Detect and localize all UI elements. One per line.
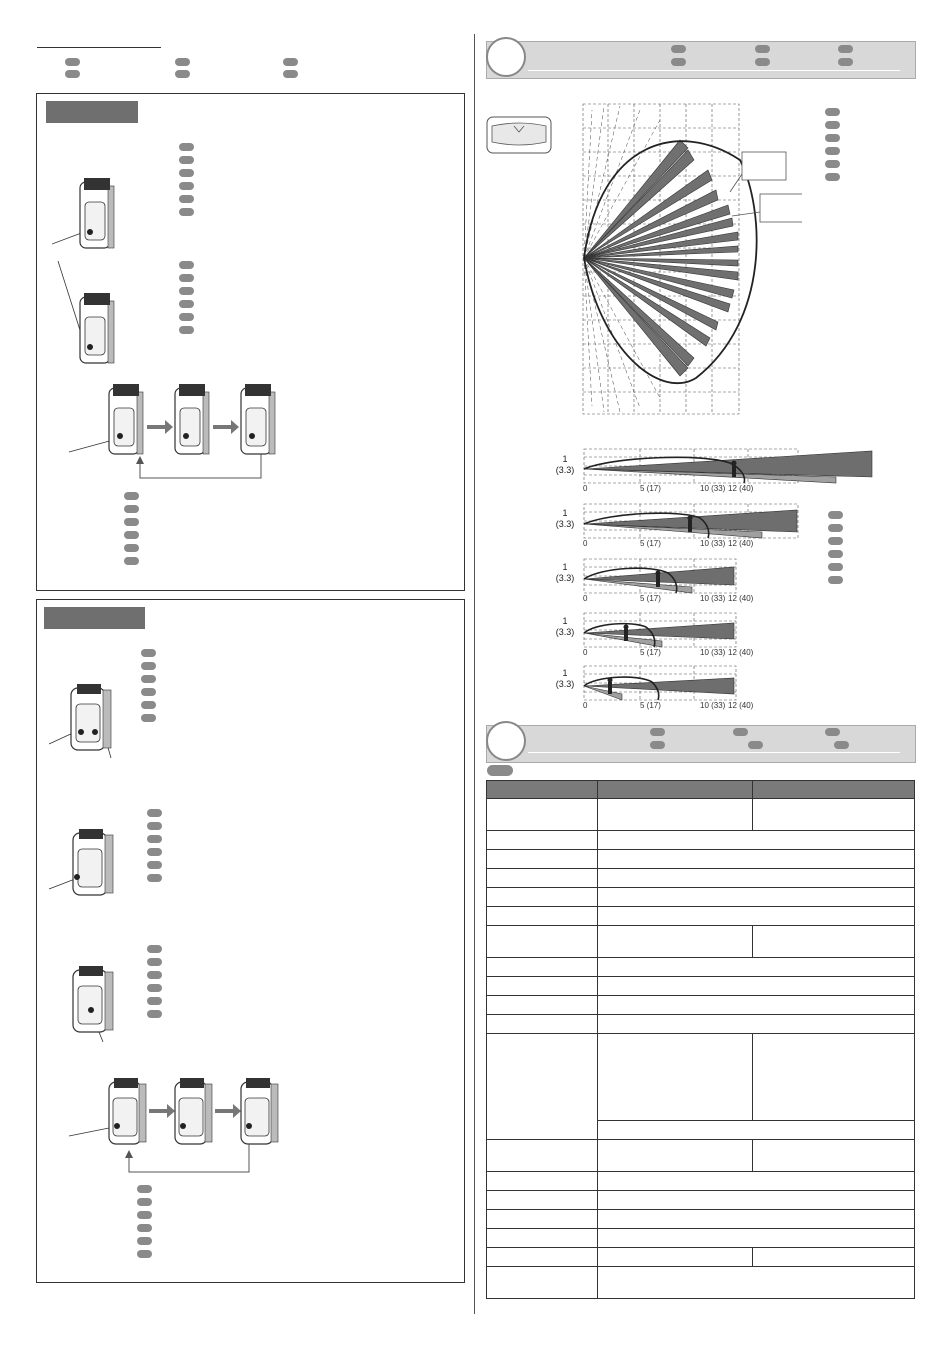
section-number-circle xyxy=(486,37,526,77)
lang-pill xyxy=(141,662,156,670)
top-view-detection-pattern xyxy=(580,100,802,418)
lang-pill xyxy=(671,45,686,53)
table-row xyxy=(487,831,915,850)
x-tick-label: 10 (33) xyxy=(700,484,726,493)
section-header-underline xyxy=(528,752,900,753)
table-row xyxy=(487,977,915,996)
lang-pill xyxy=(141,701,156,709)
table-row xyxy=(487,799,915,831)
lang-pill xyxy=(834,741,849,749)
panel-tag xyxy=(44,607,145,629)
table-row xyxy=(487,1267,915,1299)
y-label-meters: 1 xyxy=(562,668,568,678)
lang-pill xyxy=(828,524,843,532)
lang-pill xyxy=(650,728,665,736)
lang-pill xyxy=(141,675,156,683)
lang-pill xyxy=(124,544,139,552)
table-row xyxy=(487,869,915,888)
lang-pill xyxy=(147,835,162,843)
y-label-feet: (3.3) xyxy=(555,573,575,583)
x-tick-label: 12 (40) xyxy=(728,594,754,603)
lang-pill xyxy=(141,649,156,657)
detector-illustration xyxy=(52,174,152,264)
lens-icon xyxy=(486,116,552,154)
x-tick-label: 0 xyxy=(583,648,588,657)
table-row xyxy=(487,1248,915,1267)
lang-pill xyxy=(137,1185,152,1193)
panel-mode-1 xyxy=(36,93,465,591)
side-view-y-label xyxy=(552,562,578,584)
lang-pill xyxy=(65,58,80,66)
lang-pill xyxy=(147,861,162,869)
section-header-bar xyxy=(486,725,916,763)
table-row xyxy=(487,1172,915,1191)
lang-pill xyxy=(733,728,748,736)
x-tick-label: 5 (17) xyxy=(640,484,661,493)
x-tick-label: 5 (17) xyxy=(640,648,661,657)
lang-pill xyxy=(179,182,194,190)
x-tick-label: 12 (40) xyxy=(728,701,754,710)
table-row xyxy=(487,958,915,977)
table-row xyxy=(487,850,915,869)
lang-pill xyxy=(828,550,843,558)
detector-illustration xyxy=(47,962,147,1052)
side-view-y-label xyxy=(552,454,578,476)
lang-pill xyxy=(147,809,162,817)
lang-pill xyxy=(825,108,840,116)
lang-pill xyxy=(825,173,840,181)
lang-pill xyxy=(650,741,665,749)
lang-pill xyxy=(147,971,162,979)
x-tick-label: 0 xyxy=(583,539,588,548)
lang-pill xyxy=(828,563,843,571)
x-tick-label: 0 xyxy=(583,701,588,710)
lang-pill xyxy=(124,492,139,500)
lang-pill xyxy=(179,143,194,151)
side-view-y-label xyxy=(552,668,578,690)
lang-pill xyxy=(179,287,194,295)
table-row xyxy=(487,926,915,958)
x-tick-label: 12 (40) xyxy=(728,648,754,657)
lang-pill xyxy=(755,45,770,53)
table-row xyxy=(487,1229,915,1248)
lang-pill xyxy=(179,208,194,216)
table-header-row xyxy=(487,781,915,799)
lang-pill xyxy=(65,70,80,78)
lang-pill xyxy=(137,1224,152,1232)
lang-pill xyxy=(137,1250,152,1258)
x-tick-label: 5 (17) xyxy=(640,701,661,710)
table-row xyxy=(487,1015,915,1034)
table-row xyxy=(487,1140,915,1172)
led-sequence-diagram xyxy=(65,1074,315,1184)
x-tick-label: 0 xyxy=(583,594,588,603)
table-row xyxy=(487,1191,915,1210)
lang-pill xyxy=(838,45,853,53)
lang-pill xyxy=(124,505,139,513)
lang-pill xyxy=(147,945,162,953)
lang-pill xyxy=(124,557,139,565)
x-tick-label: 10 (33) xyxy=(700,648,726,657)
side-view-pattern xyxy=(582,611,742,649)
lang-pill xyxy=(147,822,162,830)
lang-pill xyxy=(179,261,194,269)
x-tick-label: 12 (40) xyxy=(728,539,754,548)
x-tick-label: 12 (40) xyxy=(728,484,754,493)
lang-pill xyxy=(179,195,194,203)
y-label-meters: 1 xyxy=(562,616,568,626)
side-view-y-label xyxy=(552,508,578,530)
lang-pill xyxy=(828,537,843,545)
x-tick-label: 5 (17) xyxy=(640,539,661,548)
y-label-feet: (3.3) xyxy=(555,519,575,529)
y-label-meters: 1 xyxy=(562,562,568,572)
x-tick-label: 5 (17) xyxy=(640,594,661,603)
lang-pill xyxy=(124,531,139,539)
lang-pill xyxy=(137,1198,152,1206)
lang-pill xyxy=(137,1237,152,1245)
lang-pill xyxy=(179,274,194,282)
lang-pill xyxy=(825,160,840,168)
lang-pill xyxy=(124,518,139,526)
lang-pill xyxy=(283,70,298,78)
lang-pill xyxy=(175,70,190,78)
y-label-meters: 1 xyxy=(562,508,568,518)
lang-pill xyxy=(147,984,162,992)
x-tick-label: 10 (33) xyxy=(700,594,726,603)
lang-pill xyxy=(283,58,298,66)
lang-pill xyxy=(755,58,770,66)
table-row xyxy=(487,1034,915,1121)
table-row xyxy=(487,1210,915,1229)
y-label-feet: (3.3) xyxy=(555,627,575,637)
x-tick-label: 10 (33) xyxy=(700,539,726,548)
detector-illustration xyxy=(47,680,147,770)
lang-pill xyxy=(175,58,190,66)
lang-pill xyxy=(179,326,194,334)
y-label-feet: (3.3) xyxy=(555,465,575,475)
lang-pill xyxy=(147,1010,162,1018)
y-label-feet: (3.3) xyxy=(555,679,575,689)
side-view-pattern xyxy=(582,447,874,485)
lang-pill xyxy=(825,134,840,142)
table-language-pill xyxy=(487,765,513,776)
lang-pill xyxy=(179,156,194,164)
section-header-underline xyxy=(528,70,900,71)
top-underline xyxy=(37,47,161,48)
x-tick-label: 10 (33) xyxy=(700,701,726,710)
x-tick-label: 0 xyxy=(583,484,588,493)
lang-pill xyxy=(147,848,162,856)
side-view-pattern xyxy=(582,502,802,540)
table-row xyxy=(487,907,915,926)
lang-pill xyxy=(179,313,194,321)
lang-pill xyxy=(147,997,162,1005)
lang-pill xyxy=(828,576,843,584)
detector-illustration xyxy=(47,825,147,915)
lang-pill xyxy=(825,728,840,736)
panel-mode-2 xyxy=(36,599,465,1283)
lang-pill xyxy=(825,147,840,155)
lang-pill xyxy=(147,958,162,966)
lang-pill xyxy=(179,169,194,177)
lang-pill xyxy=(671,58,686,66)
lang-pill xyxy=(179,300,194,308)
led-sequence-diagram xyxy=(65,382,315,492)
lang-pill xyxy=(838,58,853,66)
lang-pill xyxy=(748,741,763,749)
side-view-pattern xyxy=(582,557,742,595)
side-view-pattern xyxy=(582,664,742,702)
lang-pill xyxy=(141,714,156,722)
table-row xyxy=(487,888,915,907)
section-number-circle xyxy=(486,721,526,761)
panel-tag xyxy=(46,101,138,123)
table-row xyxy=(487,996,915,1015)
lang-pill xyxy=(147,874,162,882)
specification-table xyxy=(486,780,915,1299)
lang-pill xyxy=(825,121,840,129)
lang-pill xyxy=(141,688,156,696)
lang-pill xyxy=(828,511,843,519)
lang-pill xyxy=(137,1211,152,1219)
side-view-y-label xyxy=(552,616,578,638)
detector-illustration xyxy=(52,259,152,369)
y-label-meters: 1 xyxy=(562,454,568,464)
column-divider xyxy=(474,34,475,1314)
